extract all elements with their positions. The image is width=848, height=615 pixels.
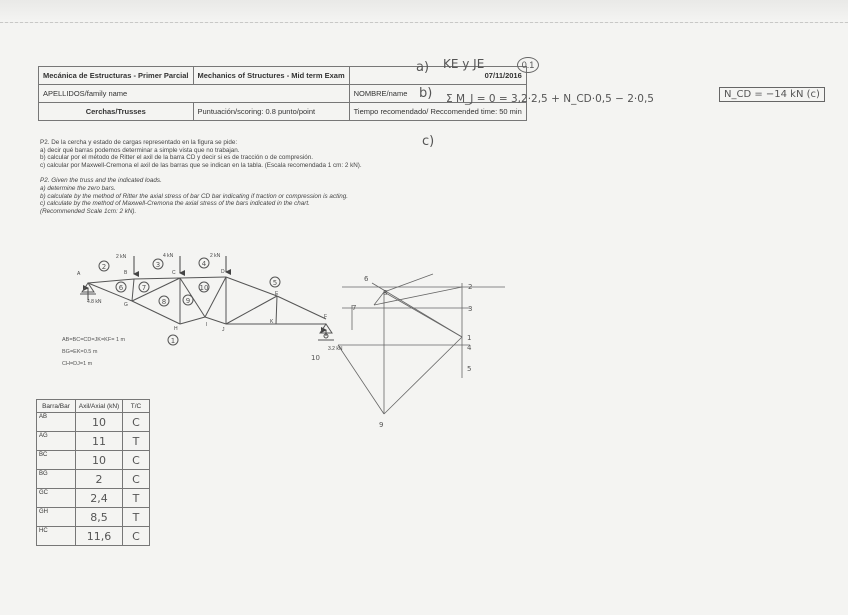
- node-labels: [77, 269, 327, 333]
- answer-a-mark: 0.1: [517, 57, 539, 73]
- axial-cell[interactable]: 2,4: [76, 489, 123, 508]
- tc-cell[interactable]: T: [123, 489, 150, 508]
- scoring-cell: Puntuación/scoring: 0.8 punto/point: [193, 103, 349, 121]
- answer-c-label: c): [422, 134, 435, 149]
- bar-cell: AB: [37, 413, 76, 432]
- bar-cell: AG: [37, 432, 76, 451]
- cremona-point-1: 1: [467, 334, 472, 342]
- bar-cell: BG: [37, 470, 76, 489]
- subject-cell: Cerchas/Trusses: [39, 103, 194, 121]
- cremona-point-5: 5: [467, 365, 472, 373]
- table-row: [37, 413, 150, 432]
- region-number-8: 8: [161, 298, 167, 306]
- cremona-point-8: 8: [383, 289, 388, 297]
- axial-cell[interactable]: 10: [76, 451, 123, 470]
- table-row: [37, 432, 150, 451]
- dimension-line-2: BG=EK=0.5 m: [62, 349, 98, 355]
- region-number-1: 1: [170, 337, 176, 345]
- region-number-9: 9: [185, 297, 191, 305]
- time-cell: Tiempo recomendado/ Reccomended time: 50 min: [349, 103, 526, 121]
- cremona-point-6: 6: [364, 275, 369, 283]
- column-header-tc: T/C: [123, 400, 150, 413]
- dimension-line-1: AB=BC=CD=JK=KF= 1 m: [62, 337, 126, 343]
- problem-es-b: b) calcular por el método de Ritter el axil de la barra CD y decir si es de tracción o de compresión.: [40, 154, 313, 162]
- answer-b-result: N_CD = −14 kN (c): [719, 87, 825, 102]
- cremona-point-2: 2: [468, 283, 473, 291]
- region-number-4: 4: [201, 260, 207, 268]
- node-label-b: B: [124, 270, 128, 276]
- tc-cell[interactable]: C: [123, 413, 150, 432]
- name-field[interactable]: NOMBRE/name: [349, 85, 526, 103]
- node-label-j: J: [222, 327, 225, 333]
- problem-en-scale: (Recommended Scale 1cm: 2 kN).: [40, 207, 137, 215]
- node-label-f: F: [324, 314, 328, 320]
- tc-cell[interactable]: C: [123, 470, 150, 489]
- node-label-i: I: [206, 322, 208, 328]
- answer-a-text: KE y JE: [443, 57, 485, 71]
- table-row: [37, 508, 150, 527]
- cremona-point-7: 7: [352, 304, 357, 312]
- problem-en-title: P2. Given the truss and the indicated loads.: [40, 177, 162, 185]
- region-number-6: 6: [118, 284, 124, 292]
- family-name-field[interactable]: APELLIDOS/family name: [39, 85, 350, 103]
- node-label-g: G: [124, 302, 128, 308]
- title-es: Mecánica de Estructuras - Primer Parcial: [39, 67, 194, 85]
- bar-cell: GH: [37, 508, 76, 527]
- bar-results-table: [36, 399, 150, 546]
- node-label-a: A: [77, 271, 81, 277]
- tc-cell[interactable]: C: [123, 527, 150, 546]
- region-number-5: 5: [272, 279, 278, 287]
- column-header-bar: Barra/Bar: [37, 400, 76, 413]
- load-label-1: 2 kN: [116, 254, 127, 260]
- bar-cell: GC: [37, 489, 76, 508]
- cremona-diagram: [338, 274, 505, 414]
- reaction-left-label: 4.8 kN: [87, 299, 102, 305]
- problem-es-c: c) calcular por Maxwell-Cremona el axil de las barras que se indican en la tabla. (Escala recomendada 1 cm: 2 kN).: [40, 161, 362, 169]
- answer-b-label: b): [419, 86, 433, 101]
- tc-cell[interactable]: C: [123, 451, 150, 470]
- axial-cell[interactable]: 10: [76, 413, 123, 432]
- table-row: [37, 489, 150, 508]
- problem-en-c: c) calculate by the method of Maxwell-Cremona the axial stress of the bars indicated in the chart.: [40, 200, 310, 208]
- answer-a-label: a): [416, 60, 430, 75]
- column-header-axial: Axil/Axial (kN): [76, 400, 123, 413]
- axial-cell[interactable]: 11: [76, 432, 123, 451]
- table-row: [37, 527, 150, 546]
- cremona-point-9: 9: [379, 421, 384, 429]
- region-number-3: 3: [155, 261, 161, 269]
- region-number-2: 2: [101, 263, 107, 271]
- region-number-7: 7: [141, 284, 147, 292]
- node-label-e: E: [275, 291, 279, 297]
- problem-es-a: a) decir qué barras podemos determinar a simple vista que no trabajan.: [40, 146, 240, 154]
- exam-date: 07/11/2016: [349, 67, 526, 85]
- dimension-line-3: CH=DJ=1 m: [62, 361, 93, 367]
- bar-cell: HC: [37, 527, 76, 546]
- bar-cell: BC: [37, 451, 76, 470]
- table-row: [37, 451, 150, 470]
- problem-es-title: P2. De la cercha y estado de cargas representado en la figura se pide:: [40, 139, 238, 146]
- node-label-d: D: [221, 269, 225, 275]
- tc-cell[interactable]: T: [123, 508, 150, 527]
- cremona-point-10: 10: [311, 354, 320, 362]
- problem-en-b: b) calculate by the method of Ritter the axial stress of bar CD bar indicating if traction or compression is acting.: [40, 192, 348, 200]
- axial-cell[interactable]: 11,6: [76, 527, 123, 546]
- cremona-point-3: 3: [468, 305, 473, 313]
- answer-b-equation: Σ M_J = 0 = 3,2·2,5 + N_CD·0,5 − 2·0,5: [446, 93, 654, 105]
- tc-cell[interactable]: T: [123, 432, 150, 451]
- table-row: [37, 470, 150, 489]
- node-label-k: K: [270, 319, 274, 325]
- load-label-3: 2 kN: [210, 253, 221, 259]
- title-en: Mechanics of Structures - Mid term Exam: [193, 67, 349, 85]
- axial-cell[interactable]: 8,5: [76, 508, 123, 527]
- region-number-10: 10: [199, 284, 209, 292]
- cremona-point-4: 4: [467, 344, 472, 352]
- problem-en-a: a) determine the zero bars.: [40, 184, 116, 192]
- node-label-c: C: [172, 270, 176, 276]
- load-label-2: 4 kN: [163, 253, 174, 259]
- node-label-h: H: [174, 326, 178, 332]
- region-numbers: [102, 260, 277, 345]
- reaction-right-label: 3.2 kN: [328, 346, 343, 352]
- axial-cell[interactable]: 2: [76, 470, 123, 489]
